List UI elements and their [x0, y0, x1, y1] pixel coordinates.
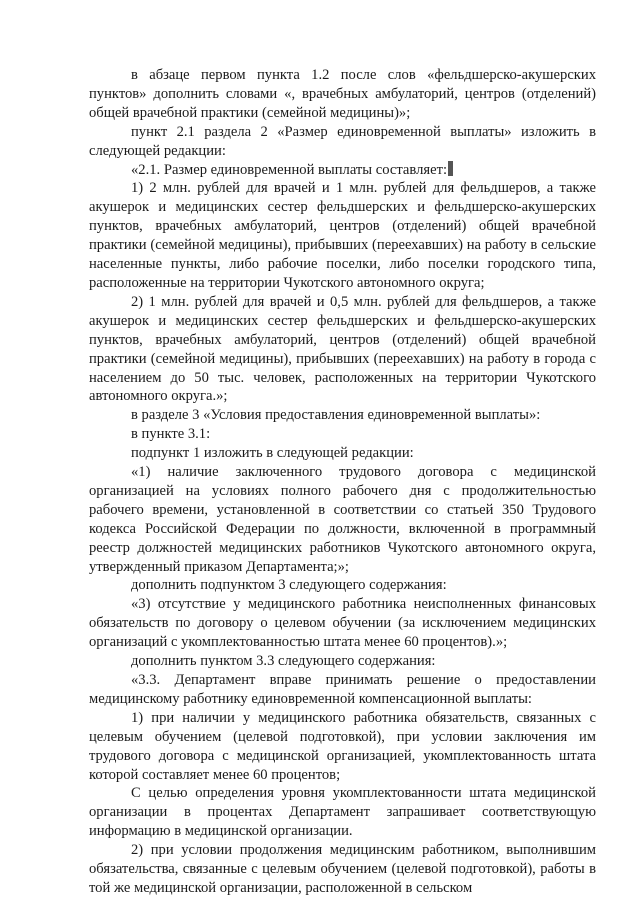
paragraph-11: «3) отсутствие у медицинского работника неисполненных финансовых обязательств по договору о целевом обучении (за исключением медицинских организаций с укомплектованностью штата менее 60 процентов).»; [89, 596, 596, 651]
paragraph-3 [89, 161, 596, 180]
paragraph-2: пункт 2.1 раздела 2 «Размер единовременной выплаты» изложить в следующей редакции: [89, 123, 596, 159]
paragraph-15: С целью определения уровня укомплектованности штата медицинской организации в процентах Департамент запрашивает соответствующую информацию в медицинской организации. [89, 785, 596, 840]
paragraph-16: 2) при условии продолжения медицинским работником, выполнившим обязательства, связанные с целевым обучением (целевой подготовкой), работы в той же медицинской организации, расположенной в сельском [89, 842, 596, 896]
paragraph-5: 2) 1 млн. рублей для врачей и 0,5 млн. рублей для фельдшеров, а также акушерок и медицинских сестер фельдшерских и фельдшерско-акушерских пунктов, врачебных амбулаторий, центров (отделений) общей врачебной практики (семейной медицины), прибывших (переехавших) на работу в города с населением до 50 тыс. человек, расположенных на территории Чукотского автономного округа.»; [89, 293, 596, 405]
paragraph-14: 1) при наличии у медицинского работника обязательств, связанных с целевым обучением (целевой подготовкой), при условии заключения им трудового договора с медицинской организацией, укомплектованность штата которой составляет менее 60 процентов; [89, 709, 596, 783]
document-body [89, 66, 596, 898]
paragraph-10: дополнить подпунктом 3 следующего содержания: [131, 577, 447, 594]
paragraph-1: в абзаце первом пункта 1.2 после слов «фельдшерско-акушерских пунктов» дополнить словами «, врачебных амбулаторий, центров (отделений) общей врачебной практики (семейной медицины)»; [89, 67, 596, 121]
paragraph-7: в пункте 3.1: [131, 426, 211, 443]
paragraph-8: подпункт 1 изложить в следующей редакции: [131, 445, 414, 462]
paragraph-13: «3.3. Департамент вправе принимать решение о предоставлении медицинскому работнику единовременной компенсационной выплаты: [89, 672, 596, 707]
paragraph-12: дополнить пунктом 3.3 следующего содержания: [131, 653, 436, 670]
paragraph-4: 1) 2 млн. рублей для врачей и 1 млн. рублей для фельдшеров, а также акушерок и медицинских сестер фельдшерских и фельдшерско-акушерских пунктов, врачебных амбулаторий, центров (отделений) общей врачебной практики (семейной медицины), прибывших (переехавших) на работу в сельские населенные пункты, либо рабочие поселки, либо поселки городского типа, расположенные на территории Чукотского автономного округа; [89, 180, 596, 291]
paragraph-6: в разделе 3 «Условия предоставления единовременной выплаты»: [131, 407, 541, 424]
paragraph-9: «1) наличие заключенного трудового договора с медицинской организацией на условиях полного рабочего дня с продолжительностью рабочего времени, установленной в соответствии со статьей 350 Трудового кодекса Российской Федерации по должности, включенной в программный реестр должностей медицинских работников Чукотского автономного округа, утвержденный приказом Департамента;»; [89, 464, 596, 575]
text-cursor-icon [448, 161, 453, 176]
paragraph-3-text: «2.1. Размер единовременной выплаты составляет: [131, 161, 447, 178]
